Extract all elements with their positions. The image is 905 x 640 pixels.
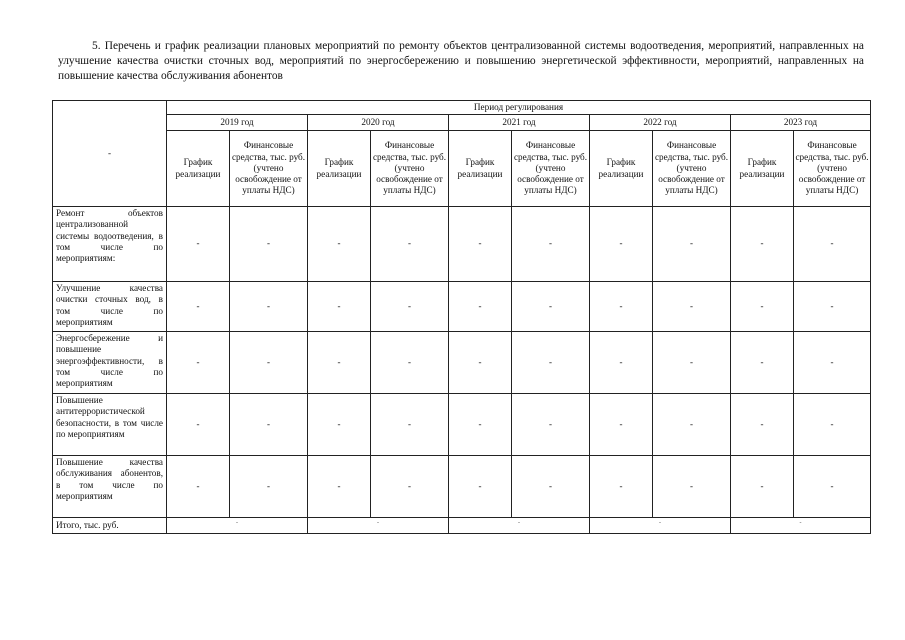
value-cell: - [653, 332, 731, 394]
year-header: 2019 год [167, 115, 308, 131]
value-cell: - [590, 282, 653, 332]
value-cell: - [308, 332, 371, 394]
schedule-column-header: График реализации [167, 131, 230, 207]
value-cell: - [512, 394, 590, 456]
total-label: Итого, тыс. руб. [53, 518, 167, 534]
finance-column-header: Финансовые средства, тыс. руб. (учтено освобождение от уплаты НДС) [653, 131, 731, 207]
value-cell: - [794, 394, 871, 456]
value-cell: - [371, 332, 449, 394]
value-cell: - [512, 332, 590, 394]
total-value-cell: - [731, 518, 871, 534]
value-cell: - [794, 207, 871, 282]
total-value-cell: - [308, 518, 449, 534]
row-label: Ремонт объектов централизованной системы водоотведения, в том числе по мероприятиям: [53, 207, 167, 282]
value-cell: - [653, 394, 731, 456]
total-value-cell: - [449, 518, 590, 534]
value-cell: - [731, 394, 794, 456]
row-label: Энергосбережение и повышение энергоэффективности, в том числе по мероприятиям [53, 332, 167, 394]
row-label: Повышение антитеррористической безопасности, в том числе по мероприятиям [53, 394, 167, 456]
finance-column-header: Финансовые средства, тыс. руб. (учтено освобождение от уплаты НДС) [230, 131, 308, 207]
schedule-column-header: График реализации [731, 131, 794, 207]
value-cell: - [590, 207, 653, 282]
value-cell: - [794, 282, 871, 332]
value-cell: - [590, 394, 653, 456]
schedule-column-header: График реализации [590, 131, 653, 207]
value-cell: - [167, 394, 230, 456]
value-cell: - [230, 332, 308, 394]
table-row [53, 207, 871, 282]
value-cell: - [590, 456, 653, 518]
value-cell: - [512, 207, 590, 282]
value-cell: - [449, 456, 512, 518]
value-cell: - [512, 282, 590, 332]
year-header: 2023 год [731, 115, 871, 131]
row-label: Повышение качества обслуживания абонентов, в том числе по мероприятиям [53, 456, 167, 518]
table-row [53, 456, 871, 518]
year-header: 2020 год [308, 115, 449, 131]
value-cell: - [230, 394, 308, 456]
value-cell: - [449, 282, 512, 332]
section-heading: 5. Перечень и график реализации плановых мероприятий по ремонту объектов централизованной системы водоотведения, мероприятий, направленных на улучшение качества очистки сточных вод, мероприятий по энергосбережению и повышению энергетической эффективности, мероприятий, направленных на повышение качества обслуживания абонентов [58, 40, 864, 82]
total-value-cell: - [590, 518, 731, 534]
total-value-cell: - [167, 518, 308, 534]
measures-table [52, 100, 871, 534]
value-cell: - [449, 394, 512, 456]
value-cell: - [590, 332, 653, 394]
value-cell: - [308, 282, 371, 332]
total-row [53, 518, 871, 534]
finance-column-header: Финансовые средства, тыс. руб. (учтено освобождение от уплаты НДС) [794, 131, 871, 207]
value-cell: - [371, 207, 449, 282]
value-cell: - [731, 207, 794, 282]
row-label: Улучшение качества очистки сточных вод, в том числе по мероприятиям [53, 282, 167, 332]
value-cell: - [731, 456, 794, 518]
value-cell: - [653, 207, 731, 282]
table-row [53, 282, 871, 332]
value-cell: - [731, 282, 794, 332]
value-cell: - [371, 456, 449, 518]
value-cell: - [653, 282, 731, 332]
table-row [53, 332, 871, 394]
value-cell: - [167, 207, 230, 282]
finance-column-header: Финансовые средства, тыс. руб. (учтено освобождение от уплаты НДС) [512, 131, 590, 207]
value-cell: - [167, 332, 230, 394]
value-cell: - [230, 282, 308, 332]
value-cell: - [731, 332, 794, 394]
year-header: 2021 год [449, 115, 590, 131]
value-cell: - [371, 394, 449, 456]
value-cell: - [308, 456, 371, 518]
value-cell: - [653, 456, 731, 518]
schedule-column-header: График реализации [449, 131, 512, 207]
year-header: 2022 год [590, 115, 731, 131]
value-cell: - [794, 456, 871, 518]
value-cell: - [449, 207, 512, 282]
value-cell: - [794, 332, 871, 394]
value-cell: - [167, 282, 230, 332]
table-corner-cell: - [53, 101, 167, 207]
value-cell: - [308, 207, 371, 282]
table-row [53, 394, 871, 456]
value-cell: - [512, 456, 590, 518]
value-cell: - [449, 332, 512, 394]
finance-column-header: Финансовые средства, тыс. руб. (учтено освобождение от уплаты НДС) [371, 131, 449, 207]
schedule-column-header: График реализации [308, 131, 371, 207]
value-cell: - [230, 207, 308, 282]
value-cell: - [308, 394, 371, 456]
value-cell: - [230, 456, 308, 518]
value-cell: - [167, 456, 230, 518]
period-header: Период регулирования [167, 101, 871, 115]
value-cell: - [371, 282, 449, 332]
